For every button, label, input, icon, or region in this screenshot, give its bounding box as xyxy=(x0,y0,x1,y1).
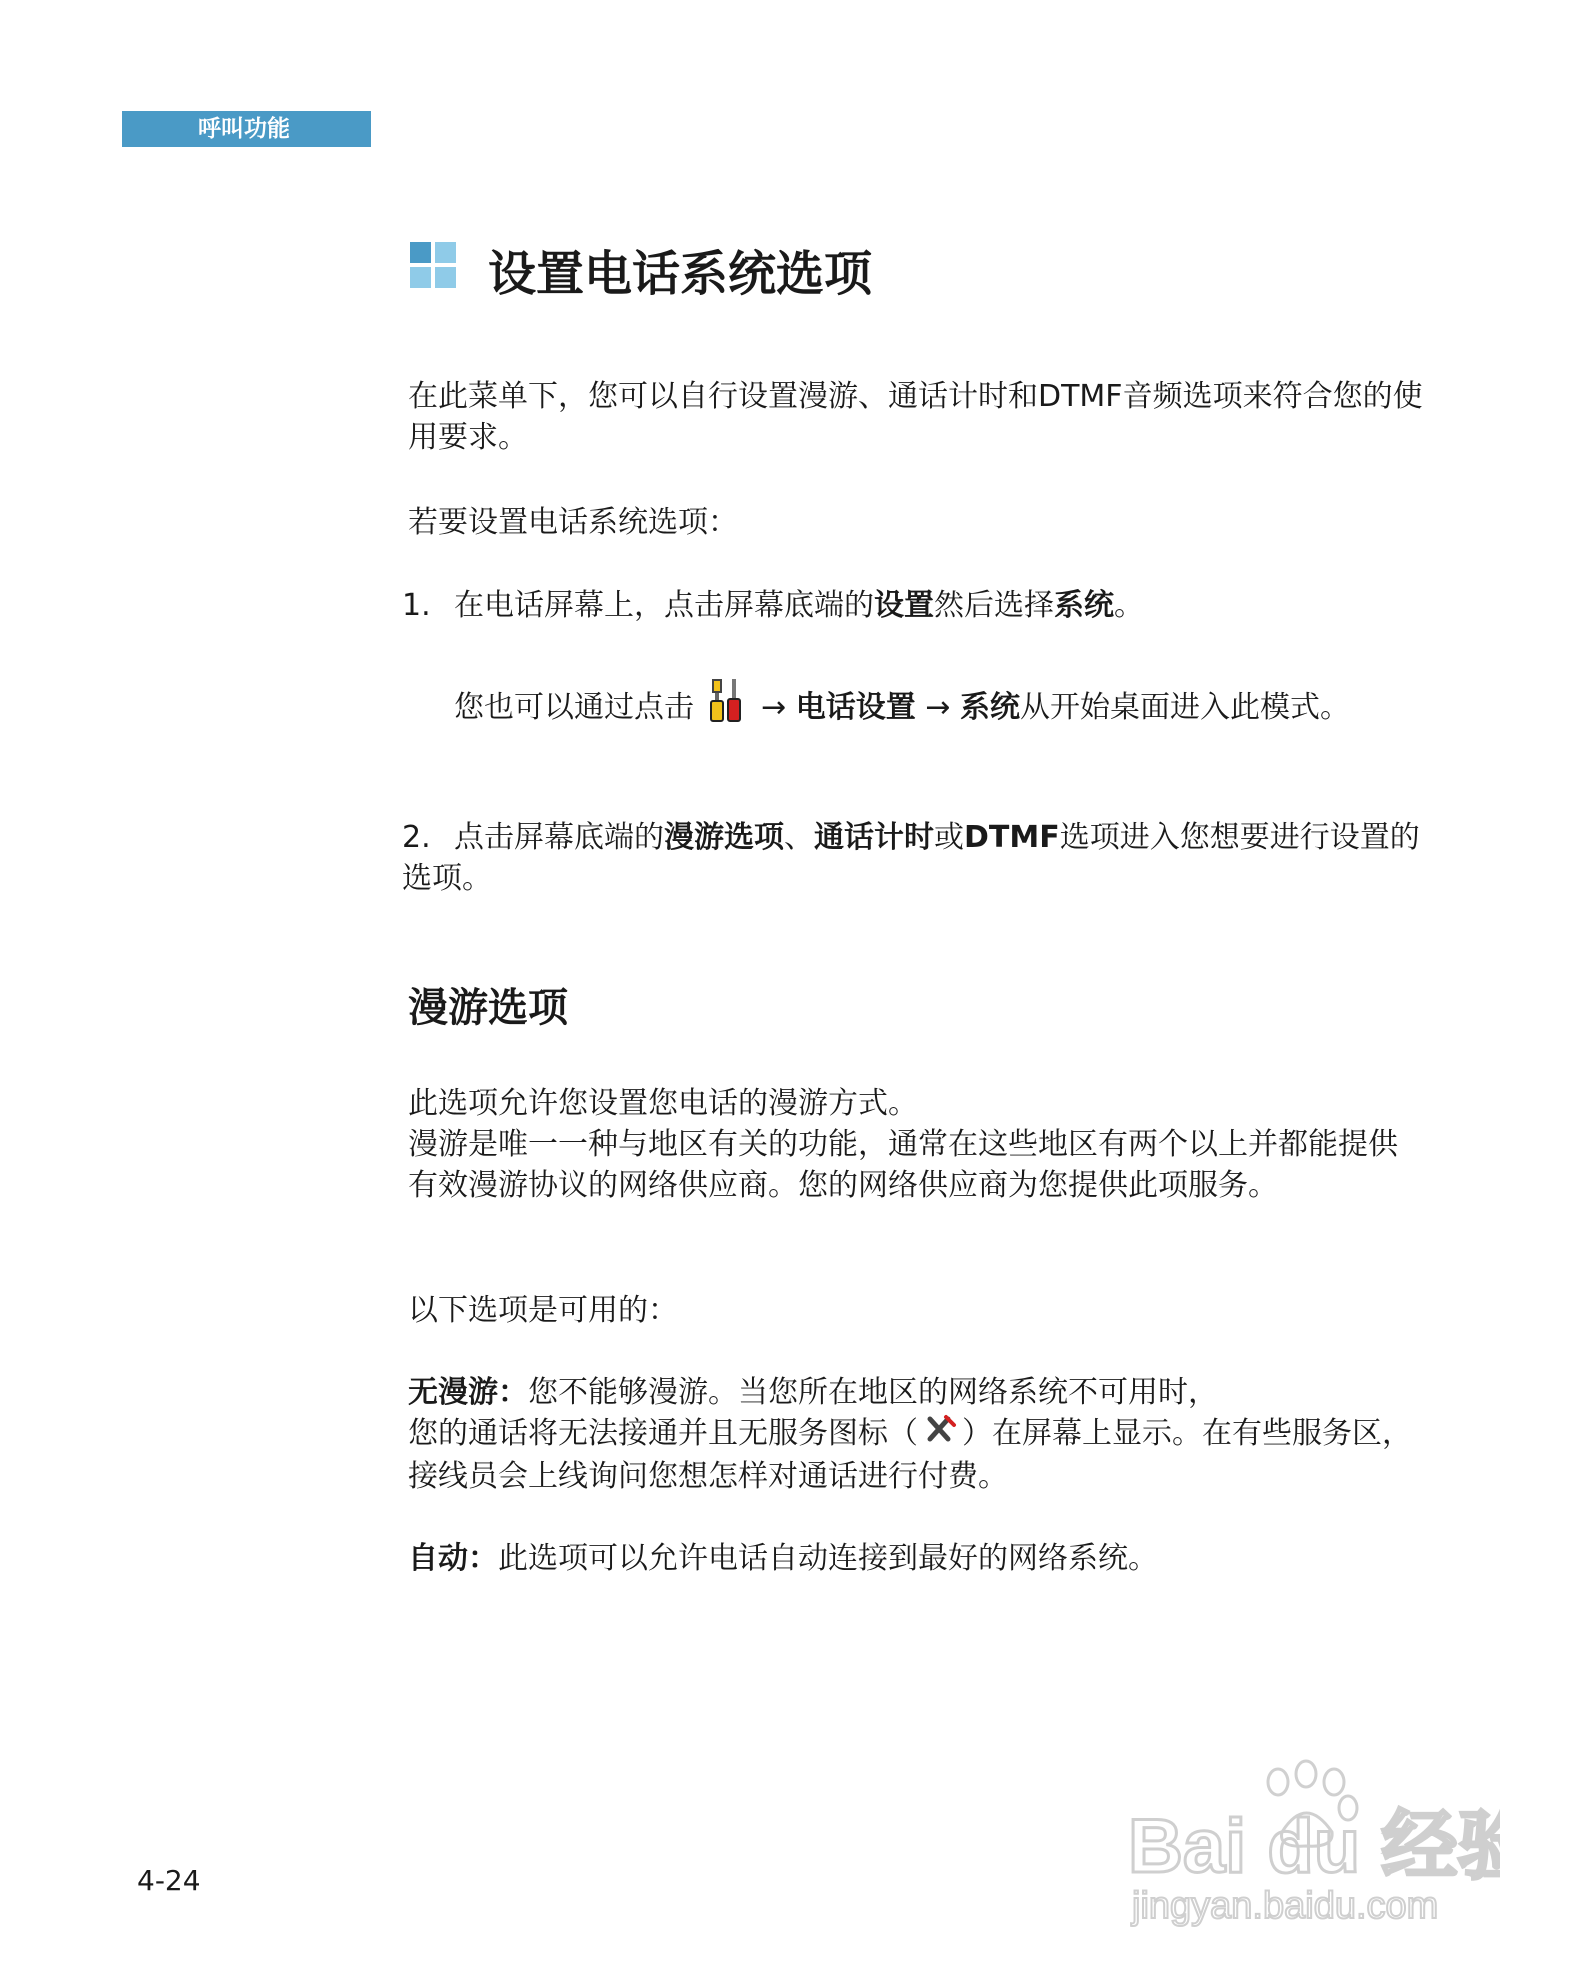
intro-paragraph: 在此菜单下，您可以自行设置漫游、通话计时和DTMF音频选项来符合您的使用要求。 xyxy=(408,379,1423,455)
step-2-dtmf: DTMF xyxy=(964,820,1060,855)
section-tab: 呼叫功能 xyxy=(122,111,371,147)
roaming-heading: 漫游选项 xyxy=(408,985,568,1031)
step-2-text-a: 点击屏幕底端的 xyxy=(454,820,664,855)
step-2-roaming-options: 漫游选项 xyxy=(664,820,784,855)
step-2 xyxy=(402,817,1432,899)
title-squares-icon xyxy=(410,242,456,288)
step-1-text-c: 。 xyxy=(1114,588,1144,623)
step-1-text-b: 然后选择 xyxy=(934,588,1054,623)
no-roaming-text-2: 您的通话将无法接通并且无服务图标（ xyxy=(408,1416,918,1451)
note-arrow-1: → xyxy=(761,690,796,725)
step-2-text-b: 选项进入您想要进行设置的选项。 xyxy=(402,820,1420,896)
step-2-call-timer: 通话计时 xyxy=(814,820,934,855)
auto-text: 此选项可以允许电话自动连接到最好的网络系统。 xyxy=(498,1541,1158,1576)
available-options: 以下选项是可用的： xyxy=(408,1293,678,1328)
tools-icon xyxy=(708,677,748,740)
step-1-number: 1. xyxy=(402,588,431,623)
no-service-icon xyxy=(922,1413,958,1456)
watermark-brand: Bai du 经验 xyxy=(1128,1804,1500,1889)
page-title: 设置电话系统选项 xyxy=(488,246,873,302)
no-roaming-label: 无漫游： xyxy=(408,1375,528,1410)
step-1-note xyxy=(454,677,1414,740)
baidu-watermark xyxy=(1120,1748,1500,1928)
note-system: 系统 xyxy=(960,690,1021,725)
step-1-system: 系统 xyxy=(1054,588,1114,623)
page-number: 4-24 xyxy=(137,1864,201,1897)
step-1-text-a: 在电话屏幕上，点击屏幕底端的 xyxy=(454,588,874,623)
no-roaming-text-3: ）在屏幕上显示。在有些服务区，接线员会上线询问您想怎样对通话进行付费。 xyxy=(408,1416,1412,1494)
note-phone-settings: 电话设置 xyxy=(795,690,916,725)
step-2-number: 2. xyxy=(402,820,431,855)
step-1-settings: 设置 xyxy=(874,588,934,623)
auto-option xyxy=(408,1538,1423,1579)
roaming-desc-1: 此选项允许您设置您电话的漫游方式。 xyxy=(408,1086,918,1121)
steps-heading: 若要设置电话系统选项： xyxy=(408,505,738,540)
no-roaming-text-1: 您不能够漫游。当您所在地区的网络系统不可用时， xyxy=(528,1375,1218,1410)
step-1 xyxy=(402,585,1432,626)
step-2-sep-2: 或 xyxy=(934,820,964,855)
note-prefix: 您也可以通过点击 xyxy=(454,690,694,725)
note-suffix: 从开始桌面进入此模式。 xyxy=(1020,690,1351,725)
note-arrow-2: → xyxy=(925,690,961,725)
roaming-desc-2: 漫游是唯一一种与地区有关的功能，通常在这些地区有两个以上并都能提供有效漫游协议的网络供应商。您的网络供应商为您提供此项服务。 xyxy=(408,1127,1398,1203)
auto-label: 自动： xyxy=(408,1541,498,1576)
no-roaming-option xyxy=(408,1372,1423,1497)
watermark-url: jingyan.baidu.com xyxy=(1132,1885,1439,1927)
step-2-sep-1: 、 xyxy=(784,820,814,855)
